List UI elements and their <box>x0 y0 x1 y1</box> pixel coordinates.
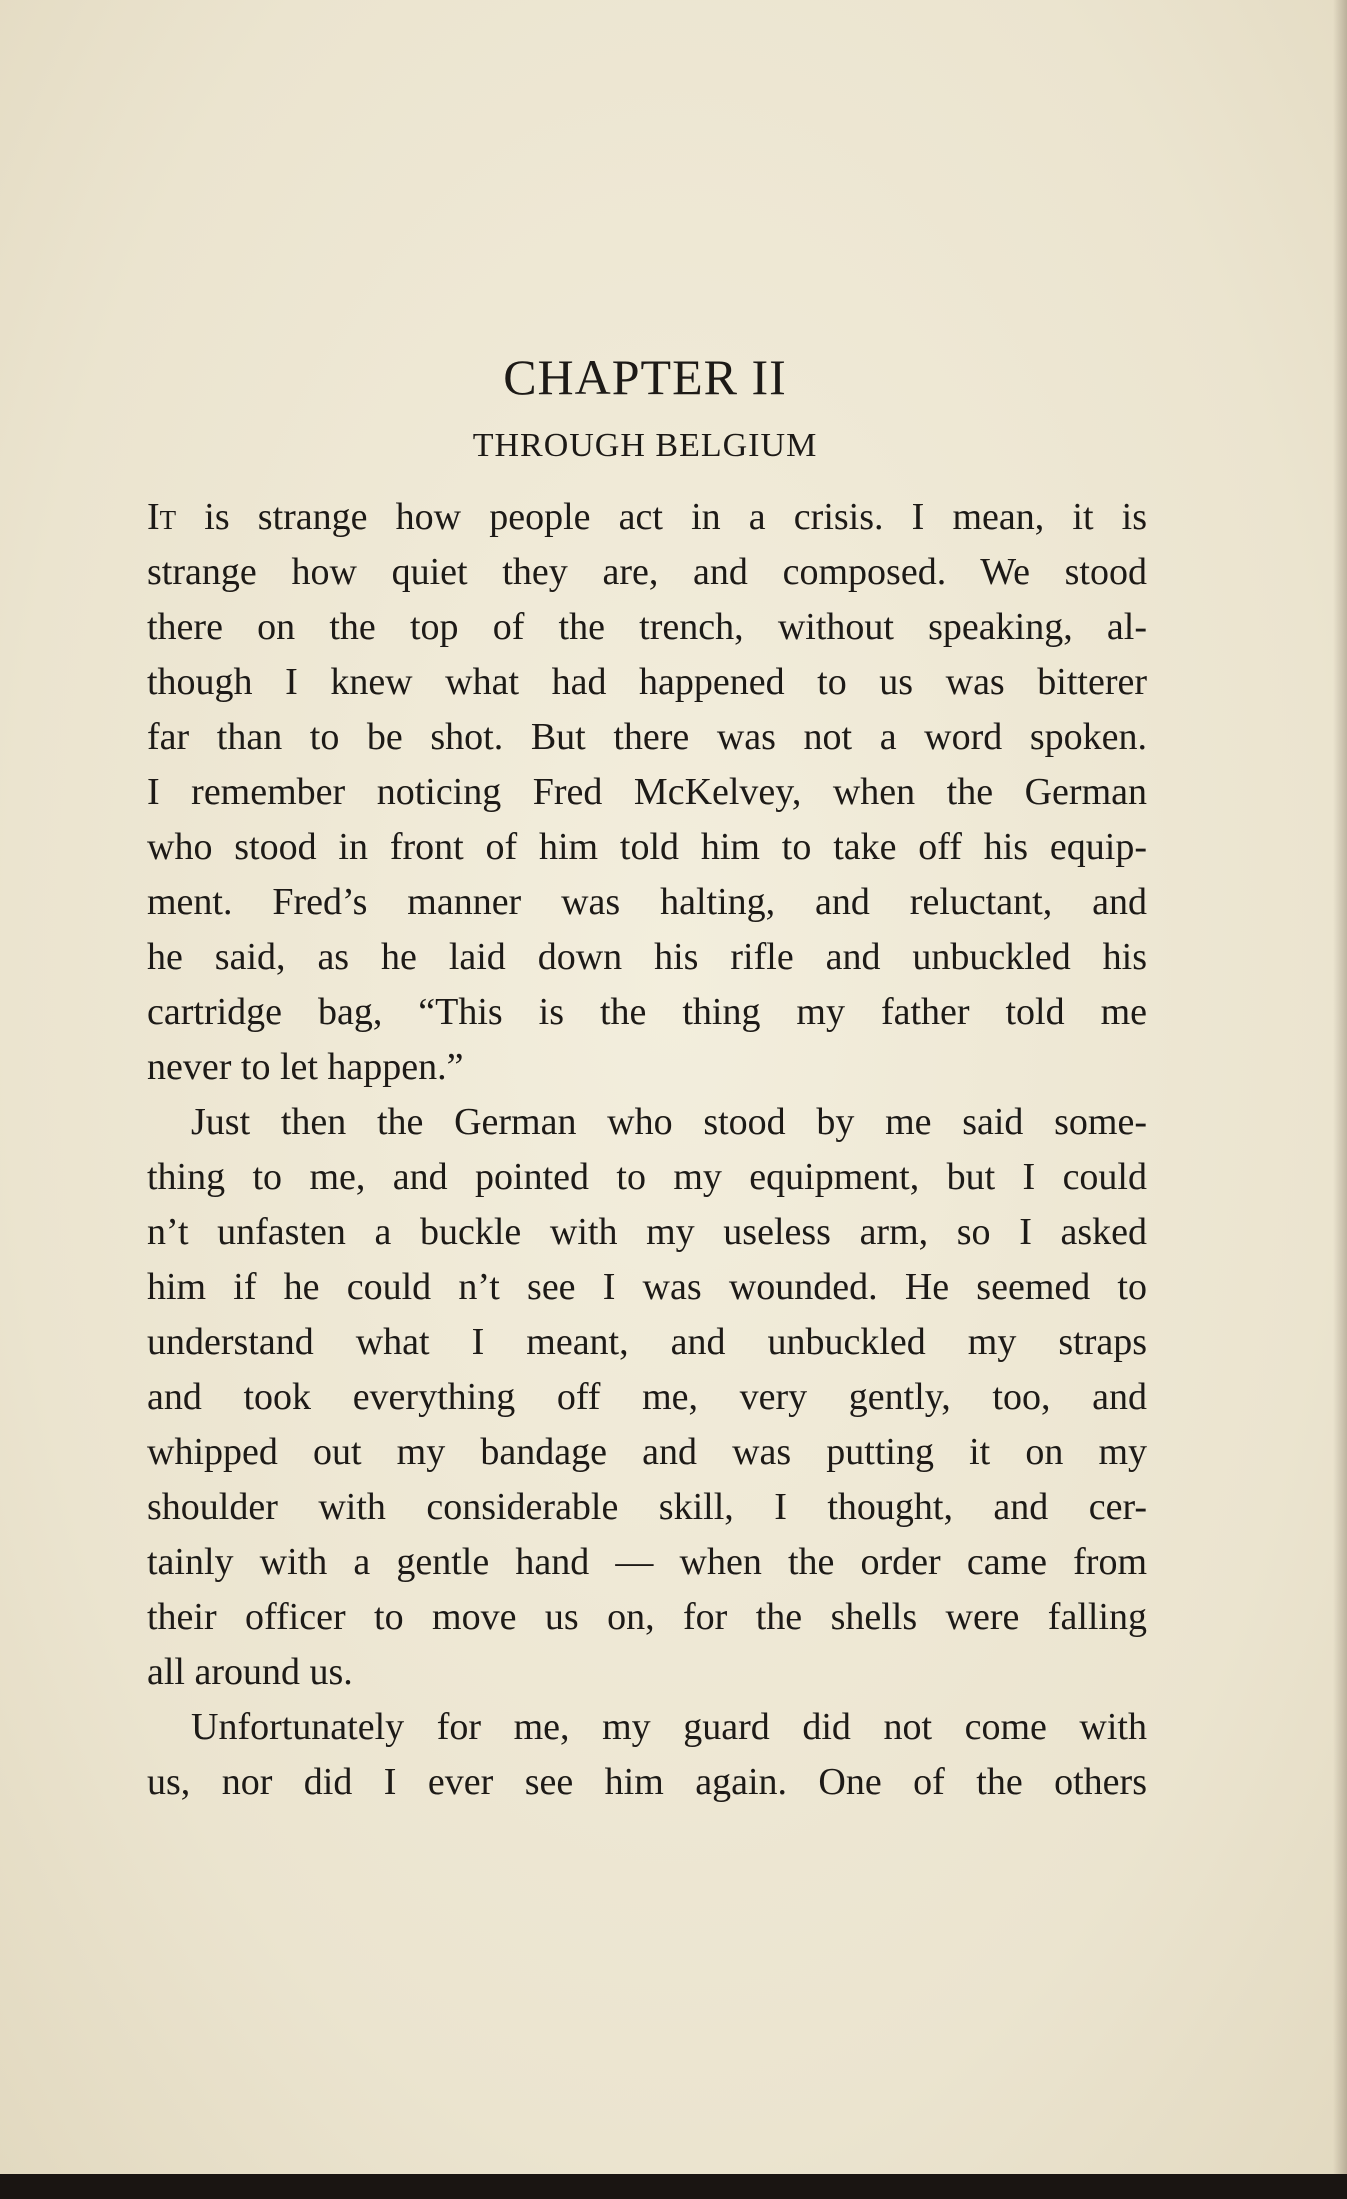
text-line: far than to be shot. But there was not a word spoken. <box>147 716 1147 758</box>
text-line: all around us. <box>147 1651 353 1693</box>
chapter-subtitle: THROUGH BELGIUM <box>472 427 818 464</box>
text-line: ment. Fred’s manner was halting, and reluctant, and <box>147 881 1147 923</box>
text-line: I remember noticing Fred McKelvey, when the German <box>147 771 1147 813</box>
text-line: him if he could n’t see I was wounded. He seemed to <box>147 1266 1147 1308</box>
text-line: n’t unfasten a buckle with my useless arm, so I asked <box>147 1211 1147 1253</box>
text-line: their officer to move us on, for the shells were falling <box>147 1596 1147 1638</box>
text-line: us, nor did I ever see him again. One of the others <box>147 1761 1147 1803</box>
text-line: he said, as he laid down his rifle and unbuckled his <box>147 936 1147 978</box>
page-bottom-edge <box>0 2174 1347 2199</box>
text-line: tainly with a gentle hand — when the order came from <box>147 1541 1147 1583</box>
text-line: and took everything off me, very gently, too, and <box>147 1376 1147 1418</box>
text-line: though I knew what had happened to us was bitterer <box>147 661 1147 703</box>
text-line: never to let happen.” <box>147 1046 464 1088</box>
chapter-title: CHAPTER II <box>503 349 787 405</box>
text-line: Unfortunately for me, my guard did not come with <box>191 1706 1147 1748</box>
page-edge-shadow <box>1333 0 1347 2174</box>
text-line: strange how quiet they are, and composed. We stood <box>147 551 1147 593</box>
text-line: It is strange how people act in a crisis. I mean, it is <box>147 496 1147 538</box>
text-line: cartridge bag, “This is the thing my father told me <box>147 991 1147 1033</box>
text-line: Just then the German who stood by me said some- <box>191 1101 1147 1143</box>
paragraph-lead-word: It <box>147 496 177 538</box>
text-line: whipped out my bandage and was putting it on my <box>147 1431 1147 1473</box>
text-line: thing to me, and pointed to my equipment, but I could <box>147 1156 1147 1198</box>
text-line: who stood in front of him told him to take off his equip- <box>147 826 1147 868</box>
text-line: there on the top of the trench, without speaking, al- <box>147 606 1147 648</box>
text-line: shoulder with considerable skill, I thought, and cer- <box>147 1486 1147 1528</box>
text-line: understand what I meant, and unbuckled my straps <box>147 1321 1147 1363</box>
